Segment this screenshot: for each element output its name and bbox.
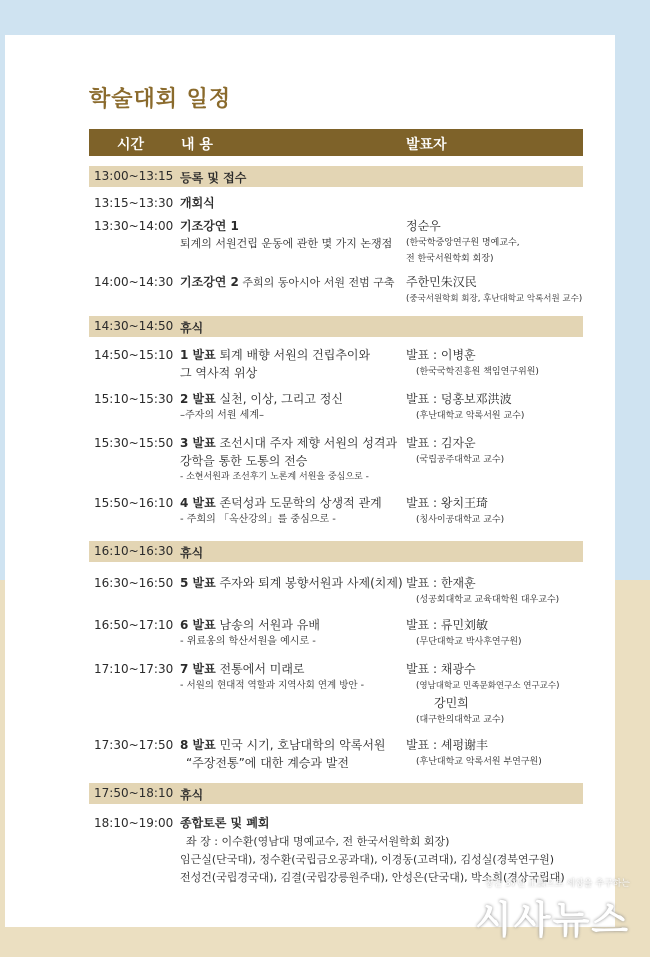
presenter: 발표 : 왕치王琦 xyxy=(406,496,489,510)
presenter: 주한민朱汉民 xyxy=(406,275,477,289)
presenter-2: 강민희 xyxy=(434,696,469,710)
affiliation: (칭사이공대학교 교수) xyxy=(416,515,505,525)
topic-line-2: 그 역사적 위상 xyxy=(180,366,258,380)
time: 13:15~13:30 xyxy=(94,196,174,210)
time: 17:30~17:50 xyxy=(94,738,174,752)
topic: 주희의 동아시아 서원 전범 구축 xyxy=(242,276,395,289)
affiliation: (영남대학교 민족문화연구소 연구교수) xyxy=(416,681,560,691)
band-registration xyxy=(89,166,583,187)
time: 14:30~14:50 xyxy=(94,319,174,333)
topic-line-2: 강학을 통한 도통의 전승 xyxy=(180,454,308,468)
time: 16:30~16:50 xyxy=(94,576,174,590)
time: 15:10~15:30 xyxy=(94,392,174,406)
band-break-3 xyxy=(89,783,583,804)
presenter: 발표 : 이병훈 xyxy=(406,348,476,362)
watermark-logo: 시사뉴스 xyxy=(475,898,630,942)
band-break-1 xyxy=(89,316,583,337)
time: 13:00~13:15 xyxy=(94,169,174,183)
time: 14:00~14:30 xyxy=(94,275,174,289)
label: 7 발표 xyxy=(180,662,216,676)
label: 1 발표 xyxy=(180,348,216,362)
affiliation-2: (대구한의대학교 교수) xyxy=(416,715,505,725)
affiliation: (한국국학진흥원 책임연구위원) xyxy=(416,367,539,377)
affiliation: (성공회대학교 교육대학원 대우교수) xyxy=(416,595,560,605)
presenter: 발표 : 류민刘敏 xyxy=(406,618,489,632)
page-title: 학술대회 일정 xyxy=(89,87,232,112)
presenter: 발표 : 덩홍보邓洪波 xyxy=(406,392,512,406)
topic-line-1: 실천, 이상, 그리고 정신 xyxy=(219,392,343,406)
time: 13:30~14:00 xyxy=(94,219,174,233)
label: 8 발표 xyxy=(180,738,216,752)
band-break-2 xyxy=(89,541,583,562)
panel-line-1: 임근실(단국대), 정수환(국립금오공과대), 이경동(고려대), 김성실(경북연구원) xyxy=(180,853,555,866)
topic-line-1: 주자와 퇴계 봉향서원과 사제(치제) xyxy=(219,576,403,590)
time: 15:30~15:50 xyxy=(94,436,174,450)
time: 14:50~15:10 xyxy=(94,348,174,362)
content: 개회식 xyxy=(180,196,215,210)
presenter: 정순우 xyxy=(406,219,441,233)
topic-line-1: 퇴계 배향 서원의 건립추이와 xyxy=(219,348,371,362)
presenter: 발표 : 셰펑谢丰 xyxy=(406,738,489,752)
affiliation: (후난대학교 악록서원 부연구원) xyxy=(416,757,542,767)
label: 기조강연 2 xyxy=(180,275,239,289)
topic-line-2: - 주희의 「옥산강의」를 중심으로 - xyxy=(180,514,336,525)
topic-line-1: 민국 시기, 호남대학의 악록서원 xyxy=(219,738,386,752)
affiliation-1: (한국학중앙연구원 명예교수, xyxy=(406,238,520,248)
content: 휴식 xyxy=(180,788,204,802)
affiliation-2: 전 한국서원학회 회장) xyxy=(406,254,494,264)
schedule-header xyxy=(89,129,583,156)
time: 18:10~19:00 xyxy=(94,816,174,830)
topic-line-1: 전통에서 미래로 xyxy=(219,662,305,676)
label: 6 발표 xyxy=(180,618,216,632)
topic-line-2: “주장전통”에 대한 계승과 발전 xyxy=(186,756,349,770)
header-content: 내 용 xyxy=(181,137,213,153)
topic-line-1: 조선시대 주자 제향 서원의 성격과 xyxy=(219,436,398,450)
watermark-tagline: 창간 37년 正論으로 세상을 추구하는 xyxy=(484,879,630,889)
content: 휴식 xyxy=(180,546,204,560)
watermark xyxy=(475,876,630,944)
topic-line-2: –주자의 서원 세계– xyxy=(180,410,264,421)
label: 5 발표 xyxy=(180,576,216,590)
label: 4 발표 xyxy=(180,496,216,510)
label: 기조강연 1 xyxy=(180,219,239,233)
chair-line: 좌 장 : 이수환(영남대 명예교수, 전 한국서원학회 회장) xyxy=(186,835,450,848)
presenter: 발표 : 채광수 xyxy=(406,662,476,676)
content: 등록 및 접수 xyxy=(180,171,247,185)
topic-line-1: 존덕성과 도문학의 상생적 관계 xyxy=(219,496,382,510)
presenter: 발표 : 김자운 xyxy=(406,436,476,450)
time: 17:50~18:10 xyxy=(94,786,174,800)
topic-line-2: - 위료옹의 학산서원을 예시로 - xyxy=(180,636,316,647)
time: 15:50~16:10 xyxy=(94,496,174,510)
affiliation: (국립공주대학교 교수) xyxy=(416,455,505,465)
affiliation: (후난대학교 악록서원 교수) xyxy=(416,411,525,421)
topic-line-3: - 소현서원과 조선후기 노론계 서원을 중심으로 - xyxy=(180,472,369,482)
label: 2 발표 xyxy=(180,392,216,406)
topic-line-2: - 서원의 현대적 역할과 지역사회 연계 방안 - xyxy=(180,680,365,691)
affiliation: (중국서원학회 회장, 후난대학교 악록서원 교수) xyxy=(406,294,583,304)
time: 16:10~16:30 xyxy=(94,544,174,558)
content: 휴식 xyxy=(180,321,204,335)
time: 16:50~17:10 xyxy=(94,618,174,632)
header-time: 시간 xyxy=(117,137,145,153)
content: 종합토론 및 폐회 xyxy=(180,816,270,830)
topic-line-1: 남송의 서원과 유배 xyxy=(219,618,320,632)
presenter: 발표 : 한재훈 xyxy=(406,576,476,590)
panel-line-2: 전성건(국립경국대), 김결(국립강릉원주대), 안성은(단국대), 박소희(경상국립대) xyxy=(180,871,565,884)
time: 17:10~17:30 xyxy=(94,662,174,676)
affiliation: (무단대학교 박사후연구원) xyxy=(416,637,522,647)
label: 3 발표 xyxy=(180,436,216,450)
topic: 퇴계의 서원건립 운동에 관한 몇 가지 논쟁점 xyxy=(180,237,393,250)
header-presenter: 발표자 xyxy=(406,137,447,153)
